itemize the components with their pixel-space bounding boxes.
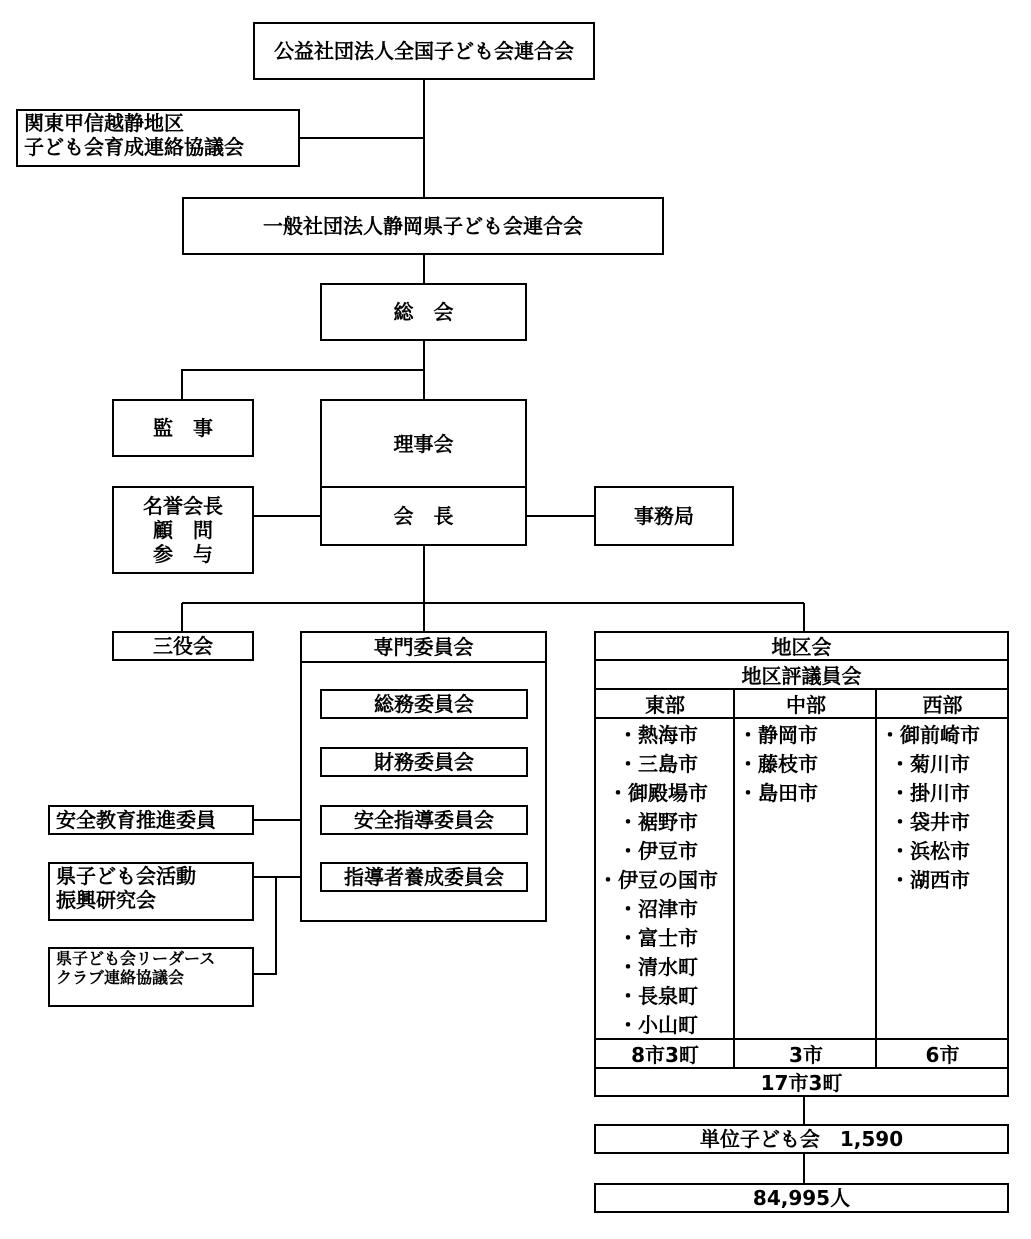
finance-committee [320, 747, 528, 777]
grand-total: 17市3町 [760, 1070, 843, 1095]
connector-auditor [182, 370, 424, 400]
central-header-cell [736, 691, 876, 719]
secretariat-box [594, 486, 734, 546]
leaders-club-line-2: クラブ連絡協議会 [56, 968, 185, 988]
city-item: ・富士市 [618, 926, 698, 950]
city-item: ・熱海市 [618, 723, 698, 747]
leaders-club-box [48, 947, 254, 1007]
chairman-box [320, 486, 527, 546]
counselor-label: 参 与 [153, 542, 213, 566]
west-total: 6市 [925, 1043, 960, 1067]
city-item: ・清水町 [618, 955, 698, 979]
city-item: ・伊豆市 [618, 839, 698, 863]
members-label: 84,995人 [752, 1186, 851, 1210]
safety-guidance-committee [320, 805, 528, 835]
committees-title: 専門委員会 [373, 635, 474, 659]
east-total: 8市3町 [631, 1043, 699, 1067]
central-city-list [738, 721, 818, 808]
city-item: ・御前崎市 [880, 723, 980, 747]
east-header-cell [596, 691, 734, 719]
general-assembly-box [320, 283, 527, 341]
central-total: 3市 [789, 1043, 823, 1067]
city-item: ・湖西市 [890, 868, 970, 892]
city-item: ・掛川市 [890, 781, 970, 805]
leader-training-committee-label: 指導者養成委員会 [344, 865, 504, 889]
board-label: 理事会 [393, 431, 454, 456]
central-header: 中部 [786, 693, 826, 717]
three-officers-label: 三役会 [153, 634, 213, 658]
auditor-box [112, 399, 254, 457]
prefecture-federation-label: 一般社団法人静岡県子ども会連合会 [263, 214, 583, 238]
city-item: ・袋井市 [890, 810, 970, 834]
east-header: 東部 [645, 693, 685, 717]
safety-education-box [48, 805, 254, 835]
advisor-label: 顧 問 [153, 518, 213, 542]
city-item: ・長泉町 [618, 984, 698, 1008]
east-total-cell [596, 1041, 734, 1069]
city-item: ・御殿場市 [608, 781, 708, 805]
city-item: ・島田市 [738, 781, 818, 805]
national-federation-box [253, 22, 595, 80]
prefecture-federation-box [182, 197, 664, 255]
chairman-label: 会 長 [393, 504, 454, 528]
research-line-2: 振興研究会 [56, 888, 156, 912]
district-title: 地区会 [771, 635, 832, 659]
west-city-list [880, 721, 980, 895]
general-affairs-committee [320, 689, 528, 719]
finance-committee-label: 財務委員会 [374, 750, 474, 774]
district-council: 地区評議員会 [741, 664, 862, 688]
central-total-cell [736, 1041, 876, 1069]
kanto-council-box [16, 109, 300, 167]
general-affairs-committee-label: 総務委員会 [374, 692, 474, 716]
leaders-club-line-1: 県子ども会リーダース [56, 949, 216, 968]
west-header-cell [878, 691, 1007, 719]
city-item: ・三島市 [618, 752, 698, 776]
members-box [594, 1183, 1009, 1213]
secretariat-label: 事務局 [634, 504, 694, 528]
kanto-council-line-1: 関東甲信越静地区 [24, 111, 184, 135]
unit-clubs-box [594, 1124, 1009, 1154]
city-item: ・藤枝市 [738, 752, 818, 776]
leader-training-committee [320, 862, 528, 892]
auditor-label: 監 事 [153, 416, 213, 440]
safety-guidance-committee-label: 安全指導委員会 [354, 808, 494, 832]
kanto-council-line-2: 子ども会育成連絡協議会 [24, 135, 244, 159]
east-city-list [598, 721, 718, 1040]
connector-leaders [253, 877, 276, 974]
committees-header [302, 633, 545, 663]
district-title-cell [596, 633, 1007, 661]
unit-clubs-label: 単位子ども会 1,590 [699, 1127, 904, 1151]
three-officers-box [112, 631, 254, 661]
city-item: ・沼津市 [618, 897, 698, 921]
district-council-cell [596, 662, 1007, 690]
city-item: ・浜松市 [890, 839, 970, 863]
west-header: 西部 [922, 693, 963, 717]
board-box [320, 399, 527, 488]
city-item: ・静岡市 [738, 723, 818, 747]
research-line-1: 県子ども会活動 [56, 864, 196, 888]
city-item: ・菊川市 [890, 752, 970, 776]
research-box [48, 862, 254, 921]
national-federation-label: 公益社団法人全国子ども会連合会 [274, 39, 574, 63]
west-total-cell [878, 1041, 1007, 1069]
general-assembly-label: 総 会 [393, 300, 454, 324]
honorary-box [112, 486, 254, 574]
honorary-chairman-label: 名誉会長 [143, 494, 223, 518]
city-item: ・裾野市 [618, 810, 698, 834]
grand-total-cell [596, 1070, 1007, 1095]
district-box [594, 631, 1009, 1097]
safety-education-label: 安全教育推進委員 [56, 808, 216, 832]
city-item: ・小山町 [618, 1013, 698, 1037]
city-item: ・伊豆の国市 [598, 868, 718, 892]
